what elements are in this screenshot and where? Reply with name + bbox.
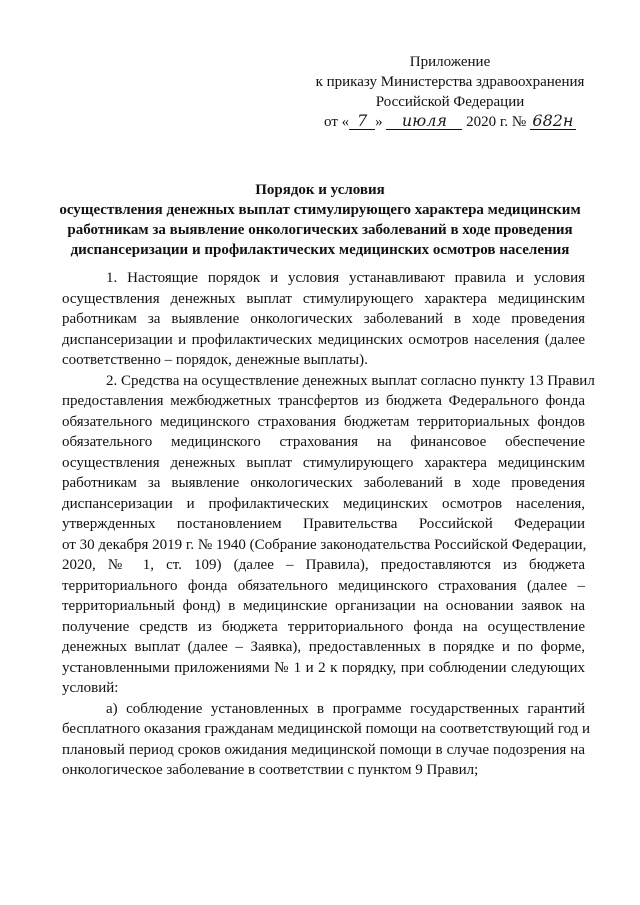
paragraph-line: работникам за выявление онкологических заболеваний в ходе проведения (62, 475, 585, 491)
order-date-line (300, 112, 600, 132)
paragraph-line: бесплатного оказания гражданам медицинской помощи на соответствующий год и (62, 721, 591, 737)
paragraph-line: обязательного медицинского страхования на финансовое обеспечение (62, 434, 585, 450)
order-date-mid: » (375, 114, 383, 130)
paragraph-line: работникам за выявление онкологических заболеваний в ходе проведения (62, 311, 585, 327)
paragraph-line: денежных выплат (далее – Заявка), предоставленных в порядке и по форме, (62, 639, 585, 655)
paragraph-line: обязательного медицинского страхования бюджетам территориальных фондов (62, 413, 585, 430)
title-line-3: работникам за выявление онкологических заболеваний в ходе проведения (67, 222, 573, 238)
paragraph-line: территориальный фонд) в медицинские организации на основании заявок на (62, 598, 585, 614)
title-line-1: Порядок и условия (255, 182, 385, 198)
order-date-prefix: от « (324, 114, 350, 130)
appendix-country: Российской Федерации (375, 94, 525, 110)
order-month-handwritten: июля (386, 113, 462, 130)
paragraph-line: получение средств из бюджета территориального фонда на осуществление (62, 618, 585, 635)
appendix-header (300, 52, 600, 132)
appendix-label: Приложение (409, 54, 491, 70)
paragraph-line: диспансеризации и профилактических медицинских осмотров населения (далее (62, 331, 585, 348)
paragraph-line: 1. Настоящие порядок и условия устанавливают правила и условия (106, 270, 585, 286)
paragraph-line: диспансеризации и профилактических медицинских осмотров населения, (62, 495, 585, 512)
title-line-2: осуществления денежных выплат стимулирующего характера медицинским (59, 202, 581, 218)
order-number-handwritten: 682н (530, 113, 576, 130)
appendix-order-reference: к приказу Министерства здравоохранения (315, 74, 585, 90)
paragraph-3 (62, 699, 591, 781)
paragraph-line: онкологическое заболевание в соответствии с пунктом 9 Правил; (62, 762, 479, 778)
paragraph-1 (62, 268, 585, 371)
document-body (62, 268, 595, 781)
document-title (40, 180, 600, 260)
order-year: 2020 г. № (466, 114, 527, 130)
title-line-4: диспансеризации и профилактических медицинских осмотров населения (70, 242, 570, 258)
paragraph-line: территориального фонда обязательного медицинского страхования (далее – (62, 577, 585, 594)
paragraph-line: утвержденных постановлением Правительства Российской Федерации (62, 516, 585, 532)
paragraph-line: от 30 декабря 2019 г. № 1940 (Собрание законодательства Российской Федерации, (62, 536, 587, 553)
paragraph-line: 2020, № 1, ст. 109) (далее – Правила), предоставляются из бюджета (62, 557, 585, 573)
paragraph-line: осуществления денежных выплат стимулирующего характера медицинским (62, 454, 585, 471)
order-day-handwritten: 7 (349, 113, 375, 130)
paragraph-line: установленными приложениями № 1 и 2 к порядку, при соблюдении следующих (62, 659, 585, 676)
paragraph-line: плановый период сроков ожидания медицинской помощи в случае подозрения на (62, 741, 585, 758)
paragraph-2 (62, 371, 595, 699)
paragraph-line: предоставления межбюджетных трансфертов из бюджета Федерального фонда (62, 393, 585, 409)
paragraph-line: а) соблюдение установленных в программе государственных гарантий (106, 700, 585, 717)
paragraph-line: 2. Средства на осуществление денежных выплат согласно пункту 13 Правил (106, 372, 595, 389)
paragraph-line: условий: (62, 680, 119, 696)
paragraph-line: осуществления денежных выплат стимулирующего характера медицинским (62, 290, 585, 307)
paragraph-line: соответственно – порядок, денежные выплаты). (62, 352, 368, 368)
